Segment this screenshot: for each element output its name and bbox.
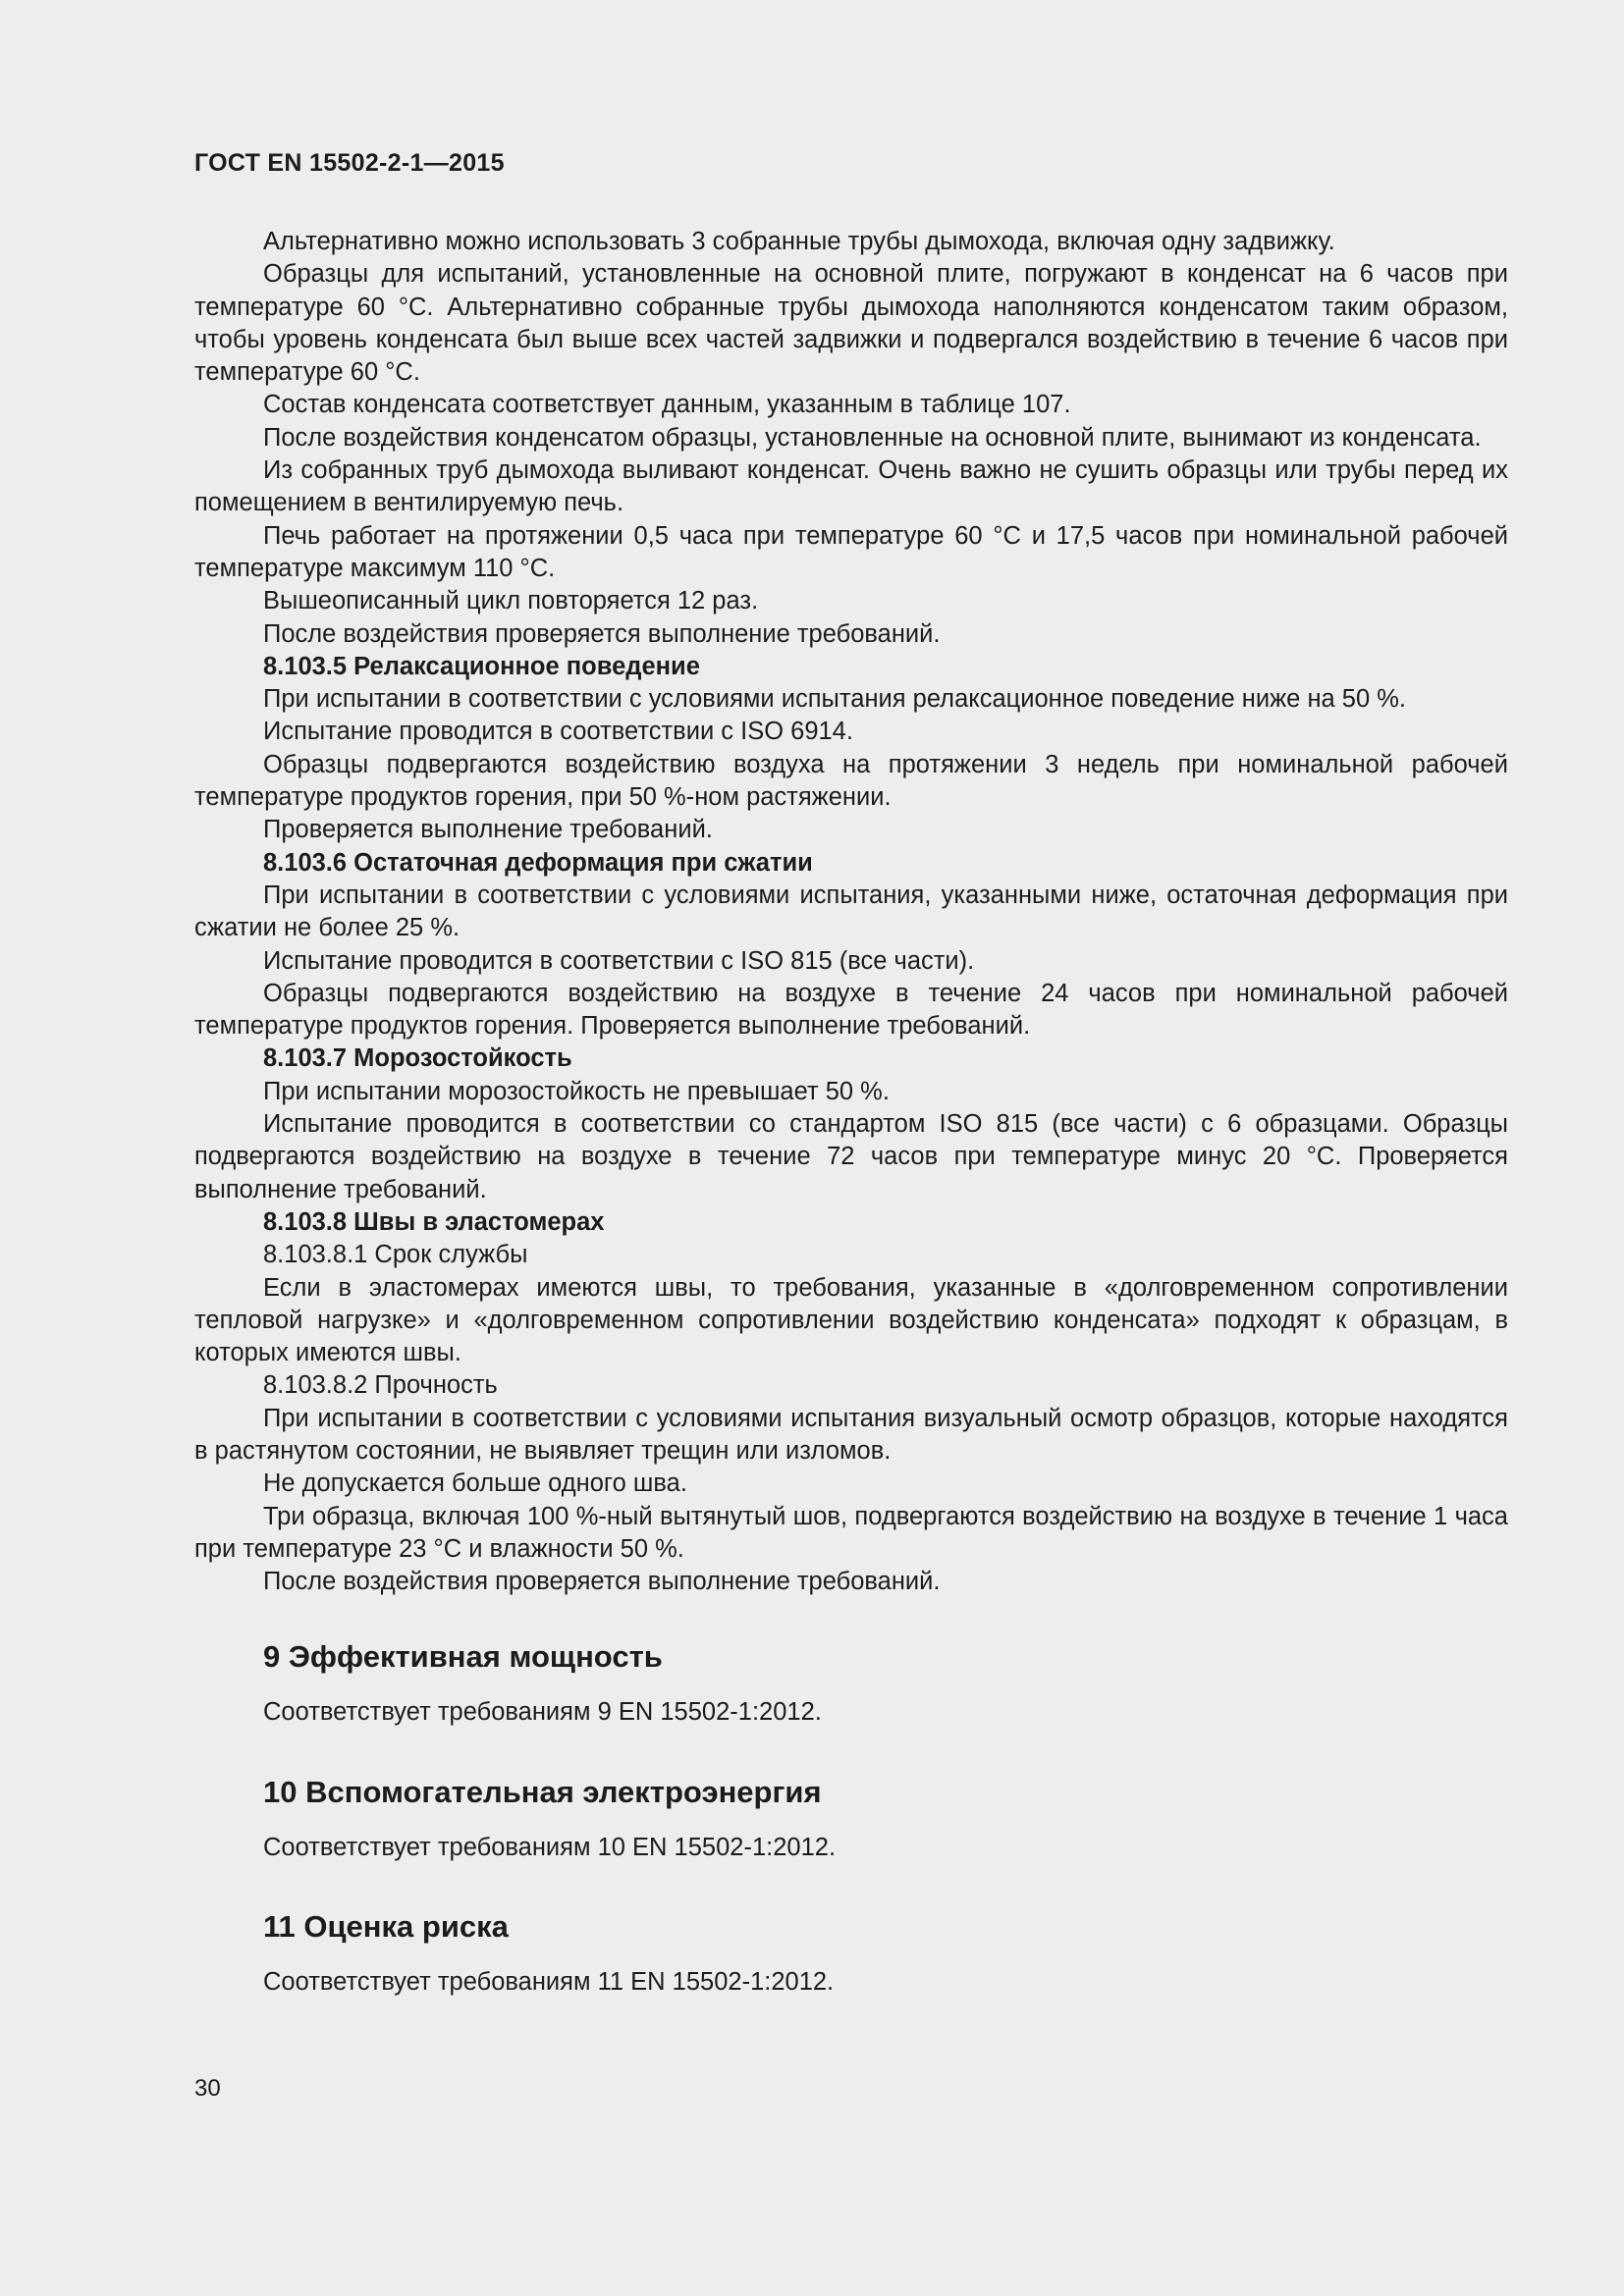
section-heading: 9 Эффективная мощность [263, 1639, 663, 1675]
body-paragraph: Вышеописанный цикл повторяется 12 раз. [263, 587, 759, 615]
body-paragraph: Испытание проводится в соответствии с ISO 6914. [263, 718, 853, 746]
body-paragraph: После воздействия конденсатом образцы, установленные на основной плите, вынимают из конденсата. [263, 423, 1482, 452]
body-paragraph: Состав конденсата соответствует данным, указанным в таблице 107. [263, 391, 1071, 419]
clause-heading: 8.103.8.1 Срок службы [263, 1241, 528, 1269]
body-paragraph: Если в эластомерах имеются швы, то требования, указанные в «долговременном сопротивлении тепловой нагрузке» и «долговременном сопротивлении воздействию конденсата» подходят к образцам, в которых имеются швы. [194, 1273, 1508, 1367]
body-paragraph: Из собранных труб дымохода выливают конденсат. Очень важно не сушить образцы или трубы перед их помещением в вентилируемую печь. [194, 456, 1508, 517]
subsection-heading: 8.103.7 Морозостойкость [263, 1044, 572, 1073]
body-paragraph: При испытании морозостойкость не превышает 50 %. [263, 1077, 890, 1105]
body-paragraph: При испытании в соответствии с условиями испытания визуальный осмотр образцов, которые находятся в растянутом состоянии, не выявляет трещин или изломов. [194, 1404, 1508, 1465]
subsection-heading: 8.103.6 Остаточная деформация при сжатии [263, 848, 813, 877]
body-paragraph: Испытание проводится в соответствии с ISO 815 (все части). [263, 946, 975, 975]
document-body [194, 226, 1508, 1999]
body-paragraph: При испытании в соответствии с условиями испытания, указанными ниже, остаточная деформация при сжатии не более 25 %. [194, 881, 1508, 942]
subsection-heading: 8.103.8 Швы в эластомерах [263, 1207, 605, 1236]
body-paragraph: Образцы подвергаются воздействию на воздухе в течение 24 часов при номинальной рабочей температуре продуктов горения. Проверяется выполнение требований. [194, 979, 1508, 1041]
section-text: Соответствует требованиям 9 EN 15502-1:2012. [263, 1698, 822, 1727]
body-paragraph: Образцы подвергаются воздействию воздуха на протяжении 3 недель при номинальной рабочей температуре продуктов горения, при 50 %-ном растяжении. [194, 750, 1508, 812]
clause-heading: 8.103.8.2 Прочность [263, 1371, 498, 1400]
body-paragraph: Образцы для испытаний, установленные на основной плите, погружают в конденсат на 6 часов при температуре 60 °С. Альтернативно собранные трубы дымохода наполняются конденсатом таким образом, чтобы уровень конденсата был выше всех частей задвижки и подвергался воздействию в течение 6 часов при температуре 60 °С. [194, 260, 1508, 387]
body-paragraph: Три образца, включая 100 %-ный вытянутый шов, подвергаются воздействию на воздухе в течение 1 часа при температуре 23 °С и влажности 50 %. [194, 1502, 1508, 1563]
body-paragraph: Не допускается больше одного шва. [263, 1469, 687, 1498]
page-number: 30 [194, 2075, 221, 2102]
section-text: Соответствует требованиям 10 EN 15502-1:2012. [263, 1833, 837, 1861]
section-heading: 11 Оценка риска [263, 1909, 509, 1945]
body-paragraph: Испытание проводится в соответствии со стандартом ISO 815 (все части) с 6 образцами. Образцы подвергаются воздействию на воздухе в течение 72 часов при температуре минус 20 °С. Проверяется выполнение требований. [194, 1110, 1508, 1203]
body-paragraph: Проверяется выполнение требований. [263, 816, 713, 844]
section-heading: 10 Вспомогательная электроэнергия [263, 1774, 822, 1809]
body-paragraph: Печь работает на протяжении 0,5 часа при температуре 60 °С и 17,5 часов при номинальной рабочей температуре максимум 110 °С. [194, 521, 1508, 582]
body-paragraph: Альтернативно можно использовать 3 собранные трубы дымохода, включая одну задвижку. [263, 228, 1335, 255]
body-paragraph: При испытании в соответствии с условиями испытания релаксационное поведение ниже на 50 %. [263, 685, 1406, 714]
document-header: ГОСТ EN 15502-2-1—2015 [194, 149, 505, 177]
subsection-heading: 8.103.5 Релаксационное поведение [263, 652, 700, 680]
body-paragraph: После воздействия проверяется выполнение требований. [263, 619, 941, 648]
body-paragraph: После воздействия проверяется выполнение требований. [263, 1568, 941, 1596]
section-text: Соответствует требованиям 11 EN 15502-1:2012. [263, 1968, 835, 1997]
